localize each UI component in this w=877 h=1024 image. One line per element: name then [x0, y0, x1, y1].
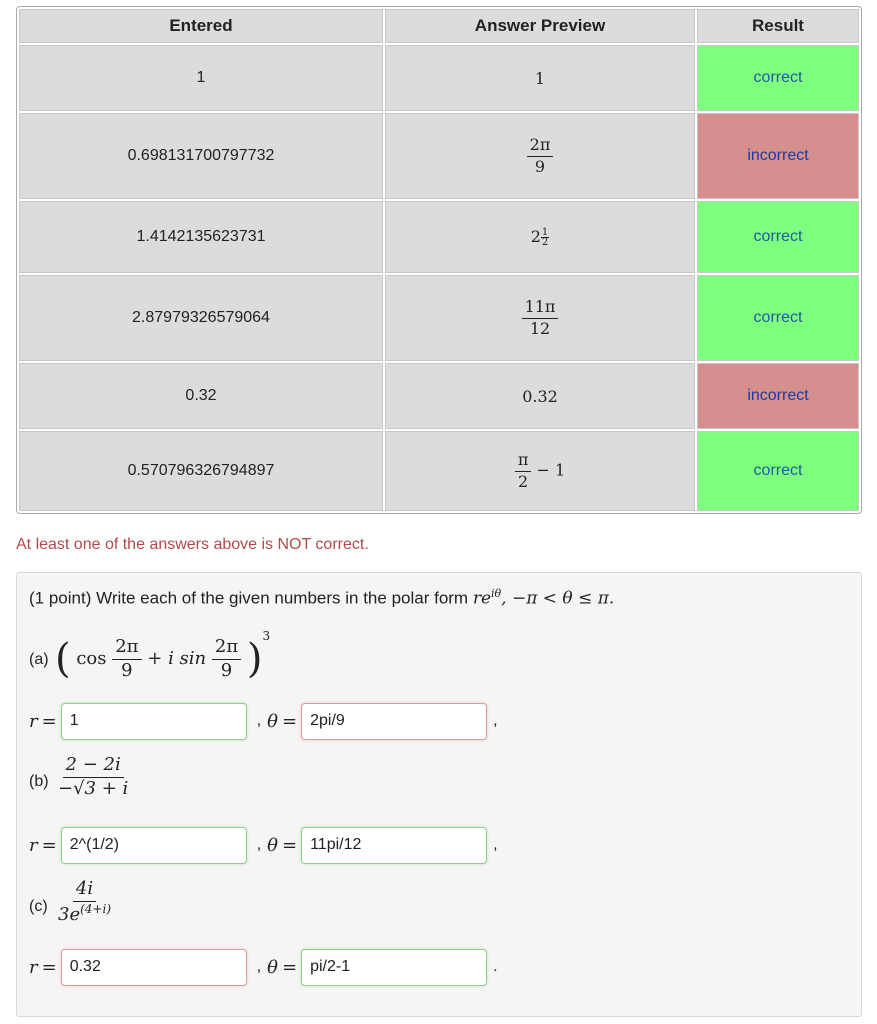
power-base: 2 [530, 226, 541, 246]
part-c-expression [55, 879, 114, 925]
part-c-r-input[interactable]: 0.32 [61, 949, 247, 986]
comma: , [256, 958, 262, 975]
part-c-answer-row [29, 947, 504, 987]
result-cell: incorrect [697, 113, 859, 199]
part-a-r-input[interactable]: 1 [61, 703, 247, 740]
fraction-denominator: 9 [220, 659, 233, 681]
r-label: r [29, 834, 38, 856]
preview-cell [385, 275, 695, 361]
fraction-denominator: 9 [121, 659, 133, 681]
table-row [19, 363, 859, 429]
preview-fraction [527, 136, 554, 176]
result-cell: incorrect [697, 363, 859, 429]
part-b-expression [55, 755, 131, 799]
result-cell: correct [697, 431, 859, 511]
fraction-denominator: −√3 + i [58, 777, 129, 799]
problem-panel [16, 572, 862, 1017]
power-exponent: 3 [262, 629, 271, 643]
theta-label: θ [267, 956, 278, 978]
table-row [19, 275, 859, 361]
denominator-base: 3e [58, 903, 81, 925]
result-cell: correct [697, 201, 859, 273]
table-row [19, 431, 859, 511]
entered-cell: 1 [19, 45, 383, 111]
result-cell: correct [697, 45, 859, 111]
preview-value: 1 [534, 68, 546, 88]
part-b-answer-row [29, 825, 504, 865]
fraction-denominator: 9 [534, 156, 546, 176]
entered-cell: 2.87979326579064 [19, 275, 383, 361]
preview-cell [385, 363, 695, 429]
comma: , [256, 712, 262, 729]
angle-fraction [212, 637, 241, 681]
preview-cell [385, 113, 695, 199]
part-a-expression [55, 629, 270, 681]
exponent-denominator: 2 [541, 237, 549, 249]
fraction-numerator: 2π [212, 637, 241, 660]
preview-fraction [522, 298, 559, 338]
preview-cell [385, 45, 695, 111]
part-a-answer-row [29, 701, 504, 741]
fraction-denominator: 2 [518, 471, 529, 491]
preview-value: 0.32 [522, 386, 558, 406]
part-c-end-punct: . [493, 958, 498, 975]
exponent-numerator: 1 [541, 227, 549, 239]
problem-prompt: Write each of the given numbers in the polar form [96, 588, 469, 608]
preview-cell [385, 431, 695, 511]
part-b-fraction [55, 755, 131, 799]
equals-sign: = [282, 710, 298, 732]
equals-sign: = [282, 834, 298, 856]
fraction-numerator: π [515, 451, 532, 471]
preview-fraction [515, 451, 532, 491]
part-c-label: (c) [29, 898, 48, 915]
table-row [19, 201, 859, 273]
comma: , [256, 836, 262, 853]
theta-label: θ [267, 834, 278, 856]
part-c-fraction [55, 879, 114, 925]
theta-range: , −π < θ ≤ π. [501, 588, 615, 609]
fraction-denominator: 12 [529, 318, 551, 338]
feedback-message: At least one of the answers above is NOT correct. [16, 536, 369, 553]
part-b-end-punct: , [493, 836, 498, 853]
fraction-denominator [55, 902, 114, 926]
fraction-numerator: 4i [73, 879, 96, 902]
part-b-label: (b) [29, 773, 49, 790]
table-row [19, 113, 859, 199]
equals-sign: = [41, 834, 57, 856]
equals-sign: = [41, 710, 57, 732]
header-entered: Entered [19, 9, 383, 43]
part-c-theta-input[interactable]: pi/2-1 [301, 949, 487, 986]
fraction-numerator: 2 − 2i [63, 755, 124, 778]
result-cell: correct [697, 275, 859, 361]
part-a-theta-input[interactable]: 2pi/9 [301, 703, 487, 740]
r-label: r [29, 956, 38, 978]
entered-cell: 1.4142135623731 [19, 201, 383, 273]
problem-statement [29, 587, 614, 609]
left-paren: ( [55, 636, 71, 682]
fraction-numerator: 2π [112, 637, 141, 660]
part-b-theta-input[interactable]: 11pi/12 [301, 827, 487, 864]
preview-rest: − 1 [536, 460, 566, 480]
denominator-exponent: (4+i) [80, 901, 111, 916]
preview-cell [385, 201, 695, 273]
theta-label: θ [267, 710, 278, 732]
part-b-r-input[interactable]: 2^(1/2) [61, 827, 247, 864]
entered-cell: 0.32 [19, 363, 383, 429]
entered-cell: 0.698131700797732 [19, 113, 383, 199]
part-a-end-punct: , [493, 712, 498, 729]
r-label: r [29, 710, 38, 732]
table-row [19, 45, 859, 111]
header-answer-preview: Answer Preview [385, 9, 695, 43]
angle-fraction [112, 637, 141, 681]
equals-sign: = [282, 956, 298, 978]
fraction-numerator: 2π [527, 136, 554, 156]
header-result: Result [697, 9, 859, 43]
power-exponent [541, 228, 549, 247]
part-a-label: (a) [29, 651, 49, 668]
problem-points: (1 point) [29, 588, 92, 608]
plus-i-sin-text: + i sin [147, 648, 207, 669]
equals-sign: = [41, 956, 57, 978]
fraction-numerator: 11π [522, 298, 559, 318]
right-paren: ) [246, 636, 263, 682]
cos-text: cos [76, 648, 107, 669]
polar-form-exponent: iθ [491, 587, 502, 600]
results-table [16, 6, 862, 514]
entered-cell: 0.570796326794897 [19, 431, 383, 511]
polar-form: re [472, 588, 492, 609]
